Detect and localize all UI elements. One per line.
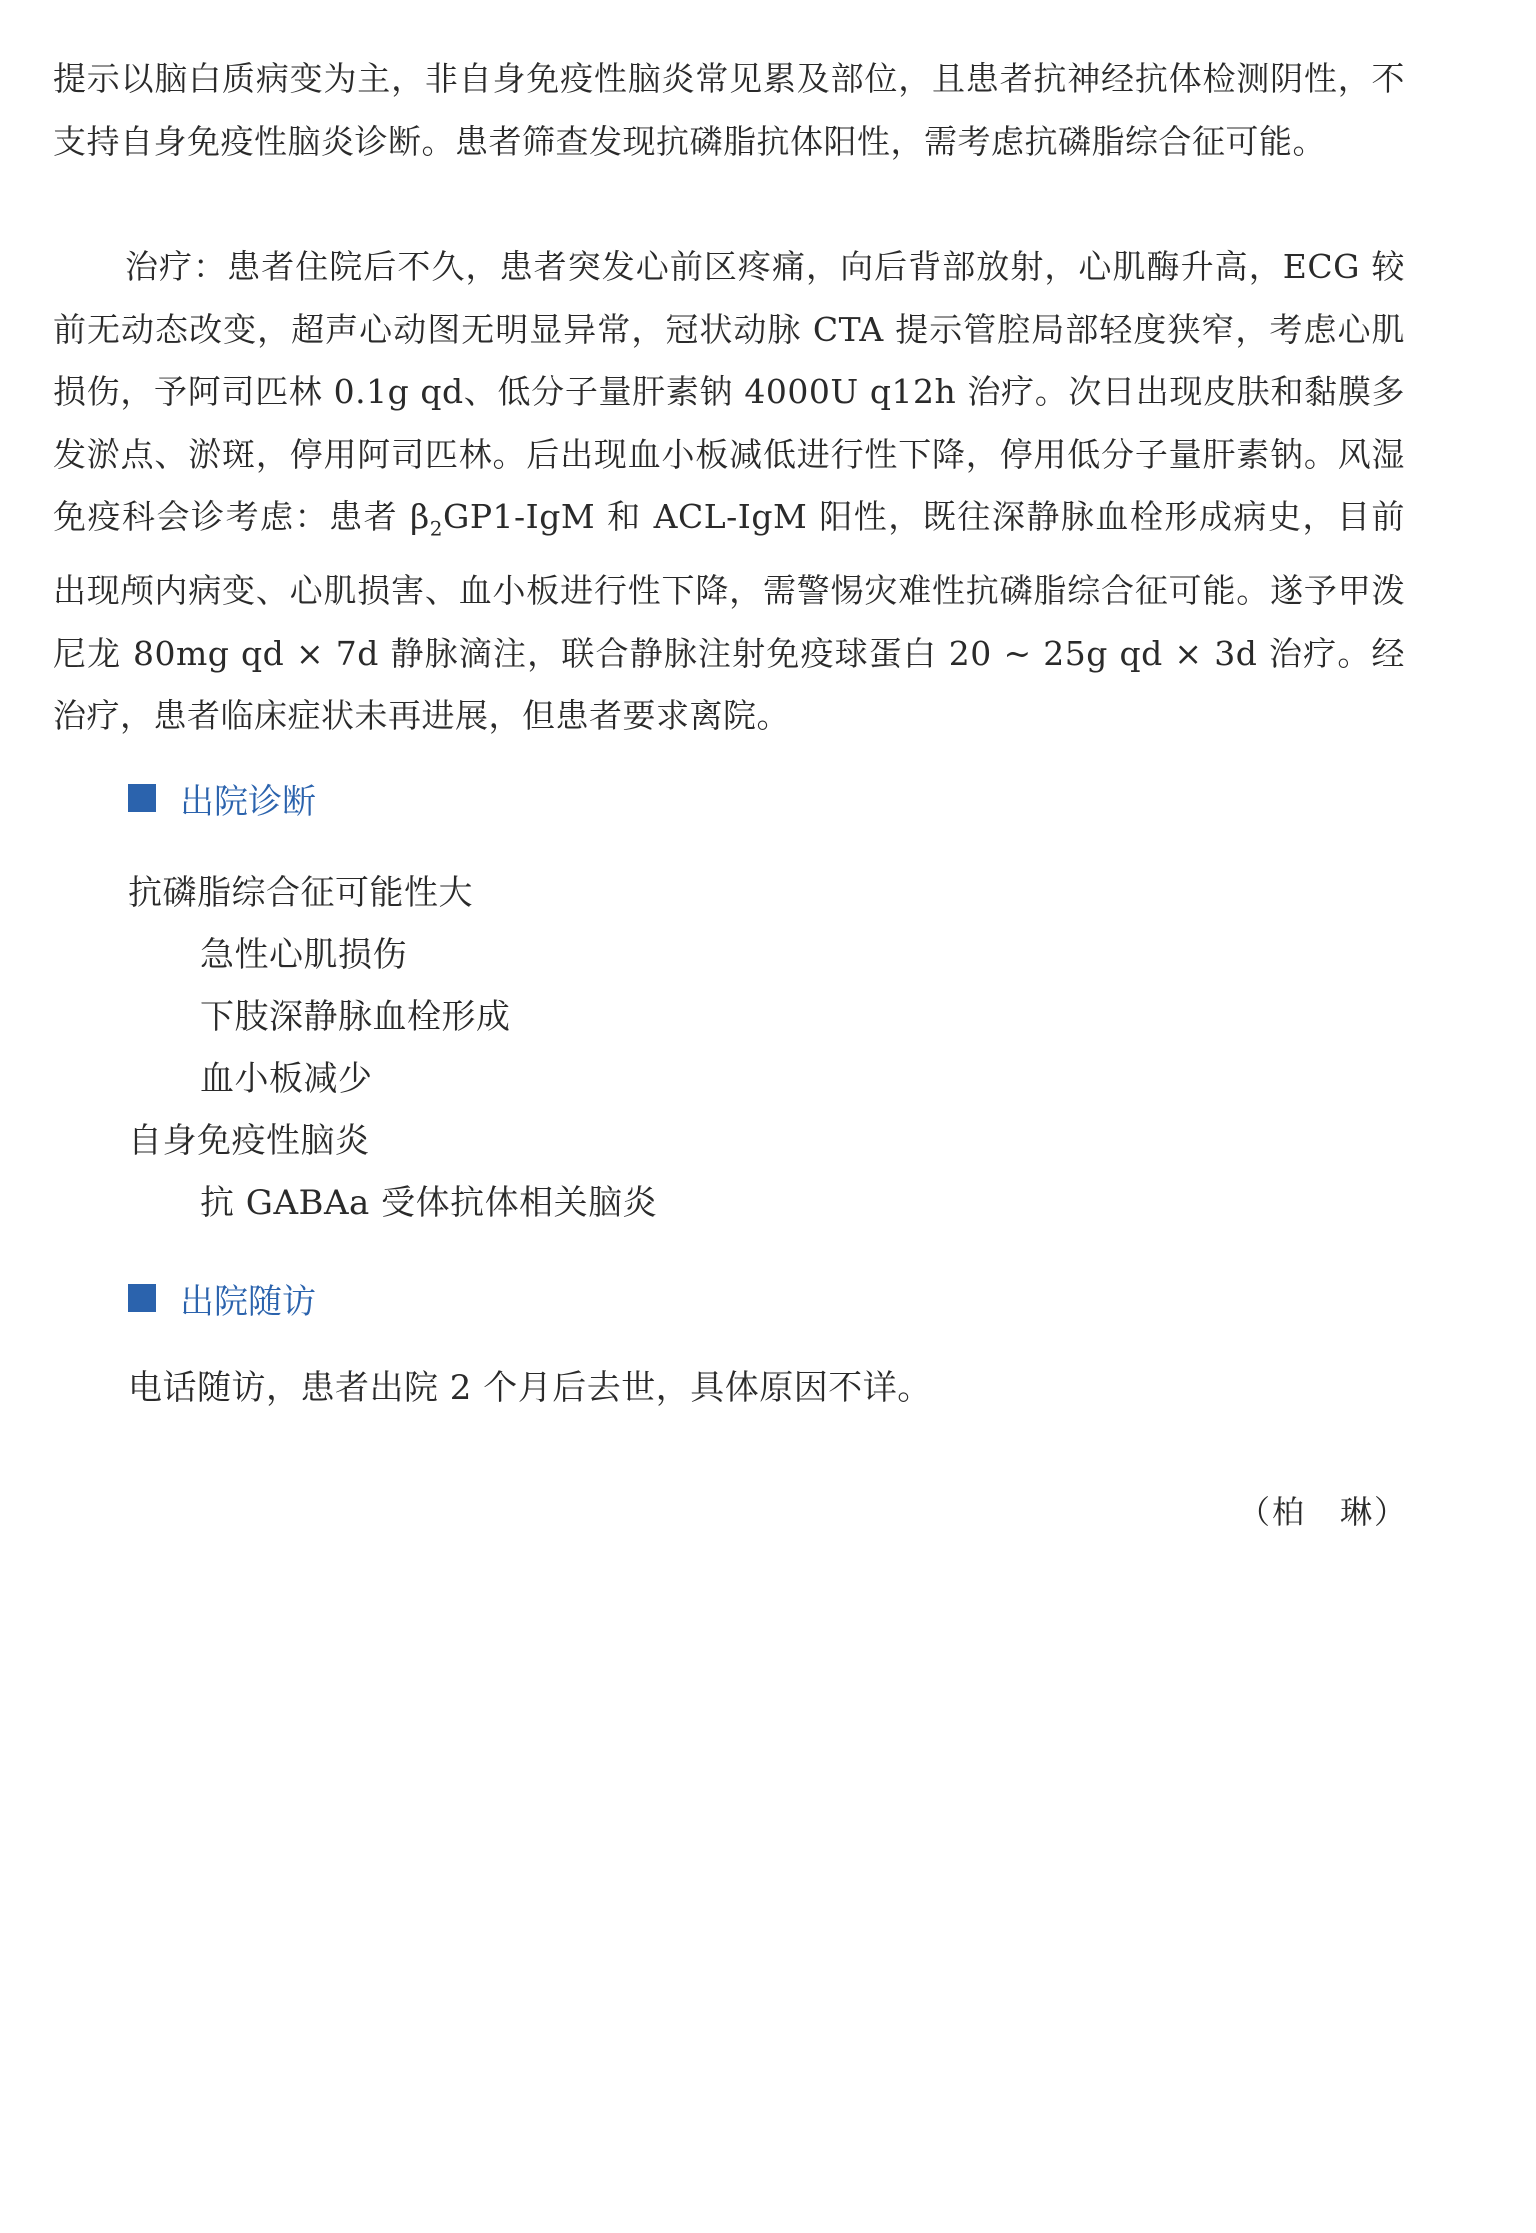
diagnosis-item: 血小板减少 [200,1059,373,1099]
diagnosis-item: 自身免疫性脑炎 [128,1121,370,1161]
paragraph-treatment [53,236,1405,748]
treatment-text-part2: GP1-IgM 和 ACL-IgM 阳性，既往深静脉血栓形成病史，目前出现颅内病变、心肌损害、血小板进行性下降，需警惕灾难性抗磷脂综合征可能。遂予甲泼尼龙 80mg qd × 7d 静脉滴注，联合静脉注射免疫球蛋白 20 ~ 25g qd × 3d 治疗。经治疗，患者临床症状未再进展，但患者要求离院。 [53,497,1405,736]
follow-up-title: 出院随访 [180,1281,316,1322]
section-heading-discharge-diagnosis [128,778,316,822]
author-signature: （柏 琳） [1237,1493,1408,1531]
section-marker-icon [128,1284,156,1312]
beta-subscript: 2 [429,516,443,541]
follow-up-text: 电话随访，患者出院 2 个月后去世，具体原因不详。 [128,1368,932,1408]
section-marker-icon [128,784,156,812]
diagnosis-item: 抗 GABAa 受体抗体相关脑炎 [200,1183,658,1223]
diagnosis-item: 抗磷脂综合征可能性大 [128,873,473,913]
section-heading-follow-up [128,1278,316,1322]
diagnosis-item: 下肢深静脉血栓形成 [200,997,511,1037]
paragraph-imaging-discussion: 提示以脑白质病变为主，非自身免疫性脑炎常见累及部位，且患者抗神经抗体检测阴性，不支持自身免疫性脑炎诊断。患者筛查发现抗磷脂抗体阳性，需考虑抗磷脂综合征可能。 [53,59,1405,161]
discharge-diagnosis-title: 出院诊断 [180,781,316,822]
diagnosis-item: 急性心肌损伤 [200,935,407,975]
treatment-text-part1: 治疗：患者住院后不久，患者突发心前区疼痛，向后背部放射，心肌酶升高，ECG 较前无动态改变，超声心动图无明显异常，冠状动脉 CTA 提示管腔局部轻度狭窄，考虑心肌损伤，予阿司匹林 0.1g qd、低分子量肝素钠 4000U q12h 治疗。次日出现皮肤和黏膜多发淤点、淤斑，停用阿司匹林。后出现血小板减低进行性下降，停用低分子量肝素钠。风湿免疫科会诊考虑：患者 β [53,247,1405,536]
